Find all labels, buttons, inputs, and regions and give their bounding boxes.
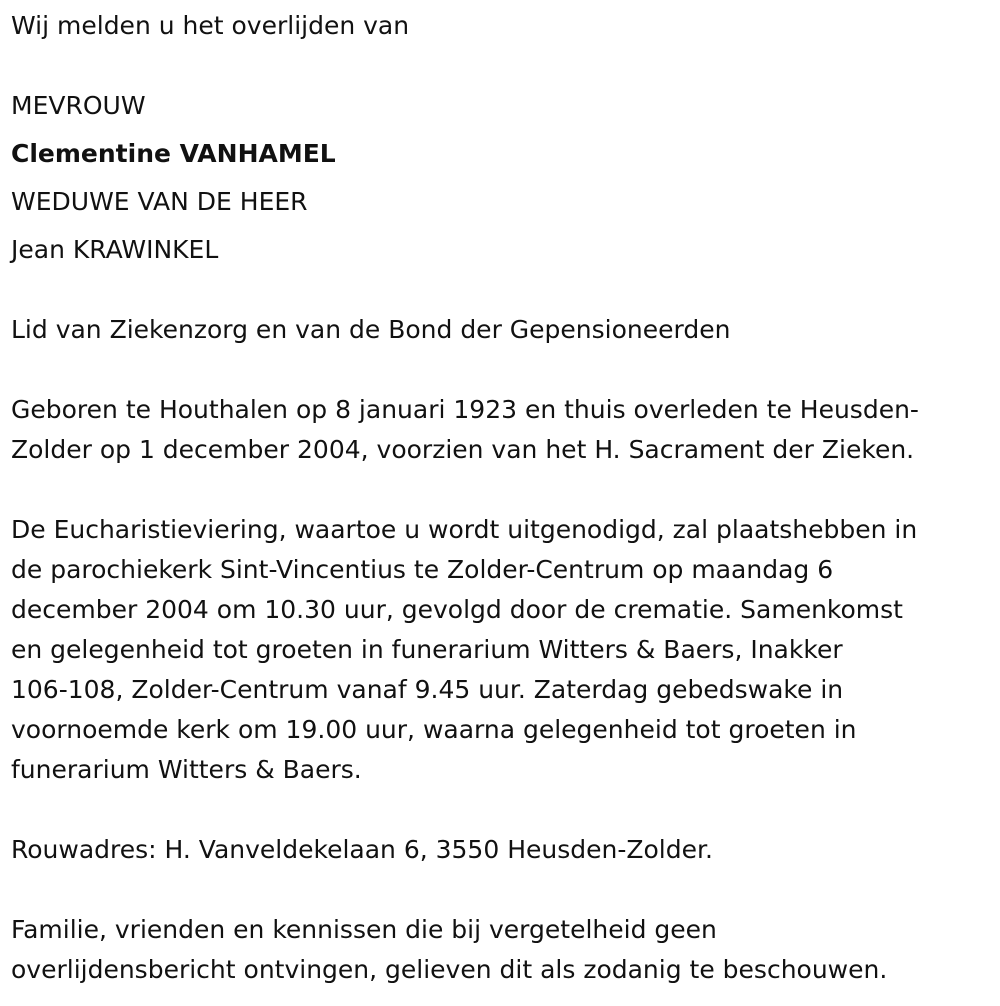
ceremony-line: 106-108, Zolder-Centrum vanaf 9.45 uur. Zaterdag gebedswake in — [11, 675, 844, 704]
intro-text: Wij melden u het overlijden van — [11, 11, 410, 40]
title-line: MEVROUW — [11, 91, 146, 120]
ceremony-line: funerarium Witters & Baers. — [11, 755, 362, 784]
widow-line: WEDUWE VAN DE HEER — [11, 187, 308, 216]
ceremony-line: De Eucharistieviering, waartoe u wordt uitgenodigd, zal plaatshebben in — [11, 515, 918, 544]
closing-line: Familie, vrienden en kennissen die bij vergetelheid geen — [11, 915, 717, 944]
ceremony-line: voornoemde kerk om 19.00 uur, waarna gelegenheid tot groeten in — [11, 715, 857, 744]
ceremony-line: december 2004 om 10.30 uur, gevolgd door de crematie. Samenkomst — [11, 595, 903, 624]
mourning-address: Rouwadres: H. Vanveldekelaan 6, 3550 Heusden-Zolder. — [11, 835, 713, 864]
spouse-name: Jean KRAWINKEL — [11, 235, 219, 264]
birth-death-line: Geboren te Houthalen op 8 januari 1923 en thuis overleden te Heusden- — [11, 395, 919, 424]
ceremony-line: de parochiekerk Sint-Vincentius te Zolder-Centrum op maandag 6 — [11, 555, 834, 584]
membership-text: Lid van Ziekenzorg en van de Bond der Gepensioneerden — [11, 315, 731, 344]
deceased-name: Clementine VANHAMEL — [11, 139, 336, 168]
ceremony-line: en gelegenheid tot groeten in funerarium Witters & Baers, Inakker — [11, 635, 843, 664]
birth-death-line: Zolder op 1 december 2004, voorzien van het H. Sacrament der Zieken. — [11, 435, 915, 464]
closing-line: overlijdensbericht ontvingen, gelieven dit als zodanig te beschouwen. — [11, 955, 888, 984]
